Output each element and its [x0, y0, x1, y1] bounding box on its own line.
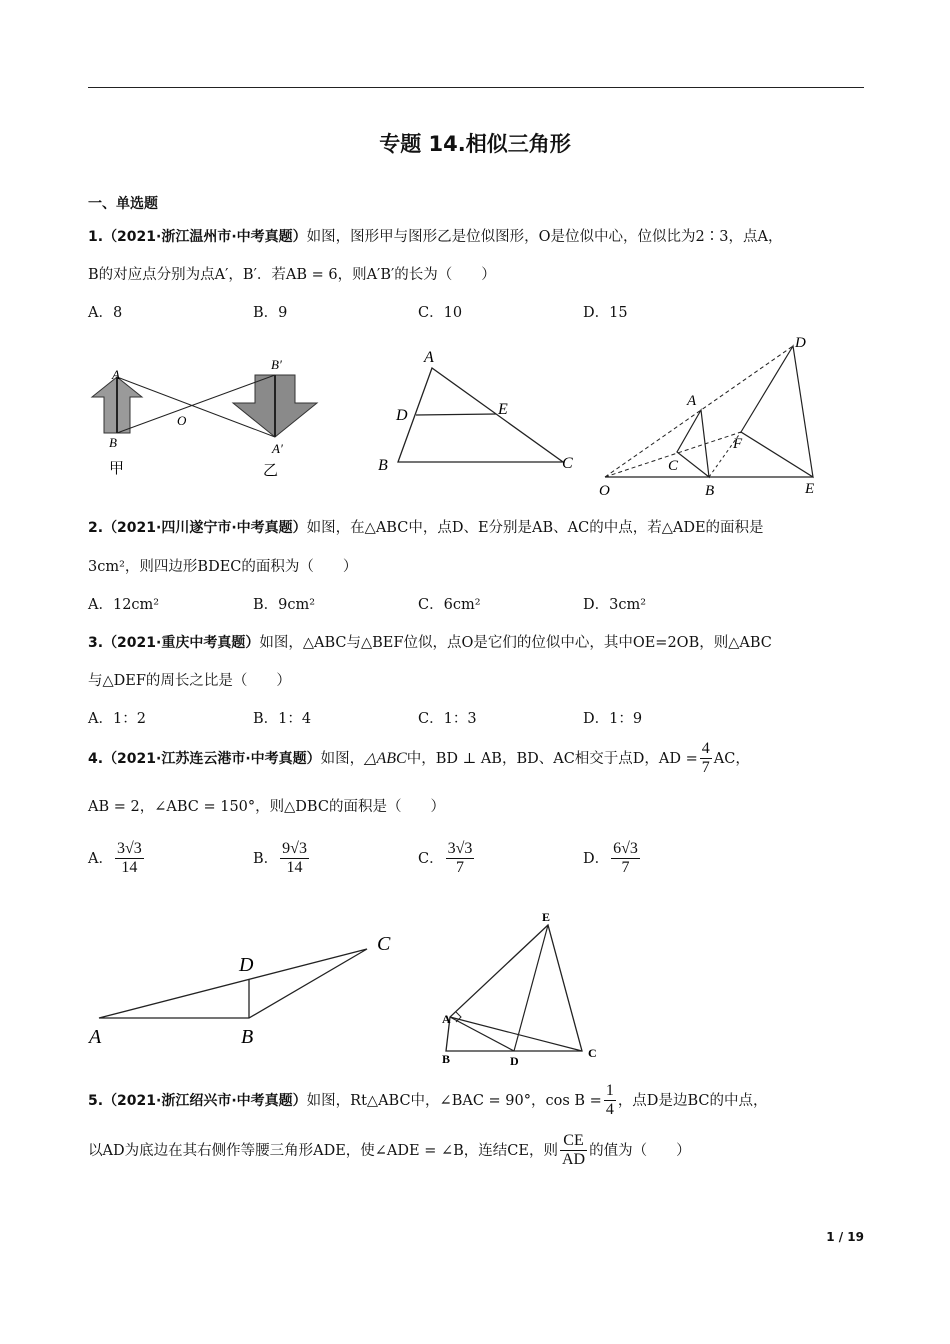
- fig3-label-c: C: [668, 458, 679, 474]
- q5-fraction-denominator: 4: [605, 1101, 614, 1119]
- q3-source: （2021·重庆中考真题）: [103, 635, 260, 651]
- fig5-label-e: E: [542, 910, 551, 924]
- fig3-label-d: D: [795, 335, 806, 351]
- q4-option-b[interactable]: [253, 840, 311, 878]
- fig5-label-d: D: [510, 1054, 519, 1065]
- q4-option-a-fraction: [115, 840, 144, 878]
- q5-number: 5.: [88, 1092, 104, 1109]
- fig3-label-f: F: [733, 436, 743, 452]
- q3-text: 如图，△ABC与△BEF位似，点O是它们的位似中心，其中OE=2OB，则△ABC: [259, 635, 772, 651]
- fig2-label-d: D: [396, 407, 408, 424]
- q5-fraction: [604, 1082, 616, 1120]
- q3-line1: [88, 631, 878, 652]
- fig3-label-b: B: [705, 483, 715, 499]
- q4-option-a-numerator: 3√3: [115, 840, 144, 859]
- q5-fraction-ce-ad: [560, 1132, 587, 1170]
- q4-text-a: 如图，: [320, 750, 365, 767]
- header-rule: [88, 87, 864, 88]
- q4-source: （2021·江苏连云港市·中考真题）: [103, 750, 321, 767]
- q4-option-d-denominator: 7: [621, 859, 630, 877]
- q2-source: （2021·四川遂宁市·中考真题）: [103, 520, 307, 536]
- q4-option-c-fraction: [446, 840, 475, 878]
- section-heading: 一、单选题: [88, 196, 158, 212]
- fig3-label-o: O: [599, 483, 610, 499]
- fig2-label-b: B: [378, 457, 388, 474]
- q4-option-b-denominator: 14: [286, 859, 303, 877]
- q1-line1: [88, 225, 878, 246]
- q4-option-b-fraction: [280, 840, 309, 878]
- fig1-label-a-prime: A′: [272, 441, 283, 456]
- q3-option-a[interactable]: A．1：2: [88, 711, 146, 727]
- q4-line1: [88, 740, 878, 778]
- q3-line2: 与△DEF的周长之比是（ ）: [88, 673, 291, 689]
- q4-text-c: AC，: [713, 750, 750, 767]
- q4-option-d-numerator: 6√3: [611, 840, 640, 859]
- q5-text-b: ，点D是边BC的中点，: [617, 1092, 768, 1109]
- q1-text: 如图，图形甲与图形乙是位似图形，O是位似中心，位似比为2∶3，点A，: [306, 229, 783, 245]
- q5-source: （2021·浙江绍兴市·中考真题）: [103, 1092, 307, 1109]
- q2-text: 如图，在△ABC中，点D、E分别是AB、AC的中点，若△ADE的面积是: [306, 520, 764, 536]
- q4-line2: AB = 2，∠ABC = 150°，则△DBC的面积是（ ）: [88, 799, 445, 815]
- q5-text-d: 的值为（ ）: [589, 1142, 691, 1159]
- q3-option-b[interactable]: B．1：4: [253, 711, 312, 727]
- q4-fraction-denominator: 7: [701, 759, 710, 777]
- q4-triangle: △ABC: [364, 749, 407, 767]
- q2-option-a[interactable]: A．12cm²: [88, 597, 160, 613]
- fig3-label-e: E: [805, 481, 815, 497]
- q4-text-b: 中，BD ⊥ AB，BD、AC相交于点D，AD =: [406, 750, 698, 767]
- figure-homothety-triangles: [595, 330, 835, 500]
- q4-option-c[interactable]: [418, 840, 476, 878]
- q1-option-c[interactable]: C．10: [418, 305, 463, 321]
- fig1-label-o: O: [177, 413, 187, 428]
- fig1-label-jia: 甲: [109, 459, 125, 477]
- q4-option-d-label: D．: [583, 850, 610, 867]
- figure-homothety-arrows: [85, 355, 335, 485]
- q1-number: 1.: [88, 229, 104, 245]
- q4-option-a-denominator: 14: [121, 859, 138, 877]
- q4-option-a[interactable]: [88, 840, 146, 878]
- q4-option-c-label: C．: [418, 850, 444, 867]
- q5-fraction2-denominator: AD: [561, 1151, 586, 1169]
- q1-line2: B的对应点分别为点A′，B′．若AB = 6，则A′B′的长为（ ）: [88, 267, 496, 283]
- q4-fraction: [700, 740, 712, 778]
- q4-option-b-numerator: 9√3: [280, 840, 309, 859]
- q5-line1: [88, 1082, 878, 1120]
- q1-source: （2021·浙江温州市·中考真题）: [103, 229, 307, 245]
- q4-option-c-numerator: 3√3: [446, 840, 475, 859]
- q4-option-c-denominator: 7: [456, 859, 464, 877]
- q5-fraction-numerator: 1: [604, 1082, 616, 1101]
- q2-option-c[interactable]: C．6cm²: [418, 597, 481, 613]
- fig5-label-c: C: [588, 1046, 597, 1060]
- q4-option-a-label: A．: [88, 850, 113, 867]
- figure-triangle-midline: [370, 340, 590, 480]
- q2-option-d[interactable]: D．3cm²: [583, 597, 647, 613]
- fig4-label-c: C: [377, 933, 391, 955]
- fig4-label-d: D: [239, 954, 254, 976]
- q5-line2: [88, 1132, 878, 1170]
- q3-number: 3.: [88, 635, 104, 651]
- fig5-label-a: A: [442, 1012, 451, 1026]
- q5-fraction2-numerator: CE: [560, 1132, 587, 1151]
- q4-option-b-label: B．: [253, 850, 279, 867]
- q1-option-b[interactable]: B．9: [253, 305, 288, 321]
- q3-option-c[interactable]: C．1：3: [418, 711, 477, 727]
- q2-line1: [88, 516, 878, 537]
- figure-right-triangle-isosceles: [440, 905, 610, 1065]
- fig2-label-e: E: [498, 401, 508, 418]
- q5-text-a: 如图，Rt△ABC中，∠BAC = 90°，cos B =: [306, 1092, 602, 1109]
- fig1-label-a: A: [112, 367, 120, 382]
- fig2-label-c: C: [562, 455, 573, 472]
- fig1-label-b: B: [109, 435, 117, 450]
- fig1-label-b-prime: B′: [271, 357, 282, 372]
- q3-option-d[interactable]: D．1：9: [583, 711, 643, 727]
- fig5-label-b: B: [442, 1052, 451, 1065]
- q2-line2: 3cm²，则四边形BDEC的面积为（ ）: [88, 559, 358, 575]
- q2-number: 2.: [88, 520, 104, 536]
- q4-number: 4.: [88, 750, 104, 767]
- fig1-label-yi: 乙: [263, 461, 279, 479]
- q2-option-b[interactable]: B．9cm²: [253, 597, 316, 613]
- q1-option-a[interactable]: A．8: [88, 305, 123, 321]
- page-title: 专题 14.相似三角形: [379, 132, 571, 156]
- q1-option-d[interactable]: D．15: [583, 305, 628, 321]
- page-number: 1 / 19: [826, 1230, 864, 1244]
- q5-text-c: 以AD为底边在其右侧作等腰三角形ADE，使∠ADE = ∠B，连结CE，则: [88, 1142, 558, 1159]
- figure-obtuse-triangle: [85, 925, 415, 1055]
- q4-fraction-numerator: 4: [700, 740, 712, 759]
- q4-option-d[interactable]: [583, 840, 642, 878]
- fig4-label-a: A: [89, 1026, 102, 1048]
- fig2-label-a: A: [424, 349, 434, 366]
- q4-option-d-fraction: [611, 840, 640, 878]
- fig4-label-b: B: [241, 1026, 254, 1048]
- fig3-label-a: A: [687, 393, 697, 409]
